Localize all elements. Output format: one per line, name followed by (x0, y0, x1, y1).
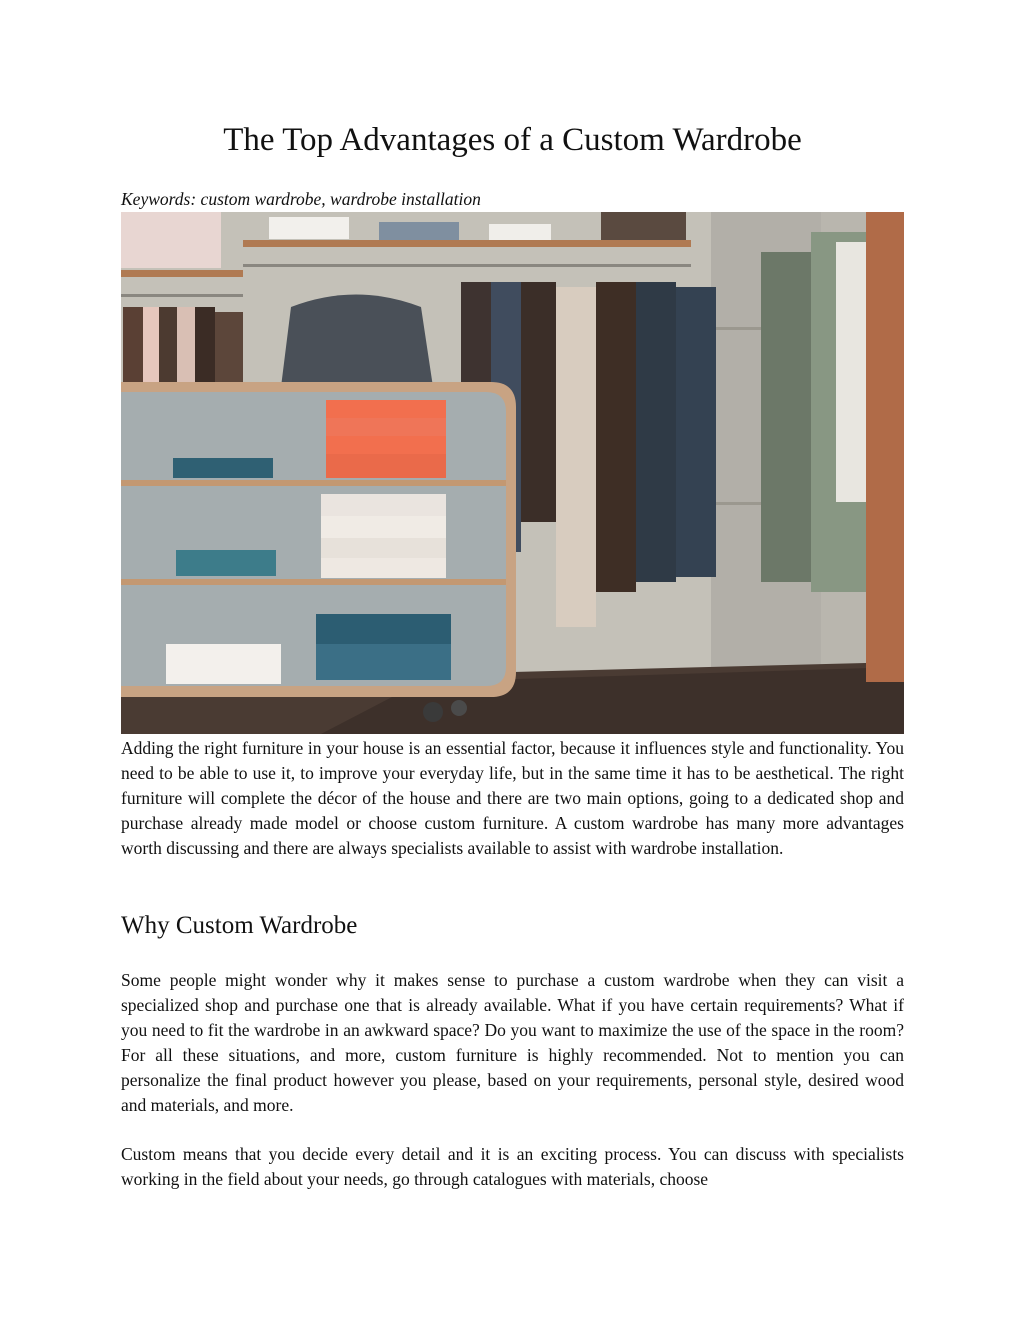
document-title: The Top Advantages of a Custom Wardrobe (223, 122, 802, 158)
intro-paragraph: Adding the right furniture in your house is an essential factor, because it influences style and functionality. You need to be able to use it, to improve your everyday life, but in the same time it has to be aesthetical. The right furniture will complete the décor of the house and there are two main options, going to a dedicated shop and purchase already made model or choose custom furniture. A custom wardrobe has many more advantages worth discussing and there are always specialists available to assist with wardrobe installation. (121, 738, 904, 858)
body-paragraph: Some people might wonder why it makes sense to purchase a custom wardrobe when they can visit a specialized shop and purchase one that is already available. What if you have certain requirements? What if you need to fit the wardrobe in an awkward space? Do you want to maximize the use of the space in the room? For all these situations, and more, custom furniture is highly recommended. Not to mention you can personalize the final product however you please, based on your requirements, personal style, desired wood and materials, and more. (121, 970, 904, 1115)
keywords-line: Keywords: custom wardrobe, wardrobe installation (121, 189, 481, 209)
section-heading: Why Custom Wardrobe (121, 912, 358, 939)
clothing-store-photo (121, 212, 904, 734)
body-paragraph: Custom means that you decide every detail and it is an exciting process. You can discuss with specialists working in the field about your needs, go through catalogues with materials, choose (121, 1144, 904, 1189)
